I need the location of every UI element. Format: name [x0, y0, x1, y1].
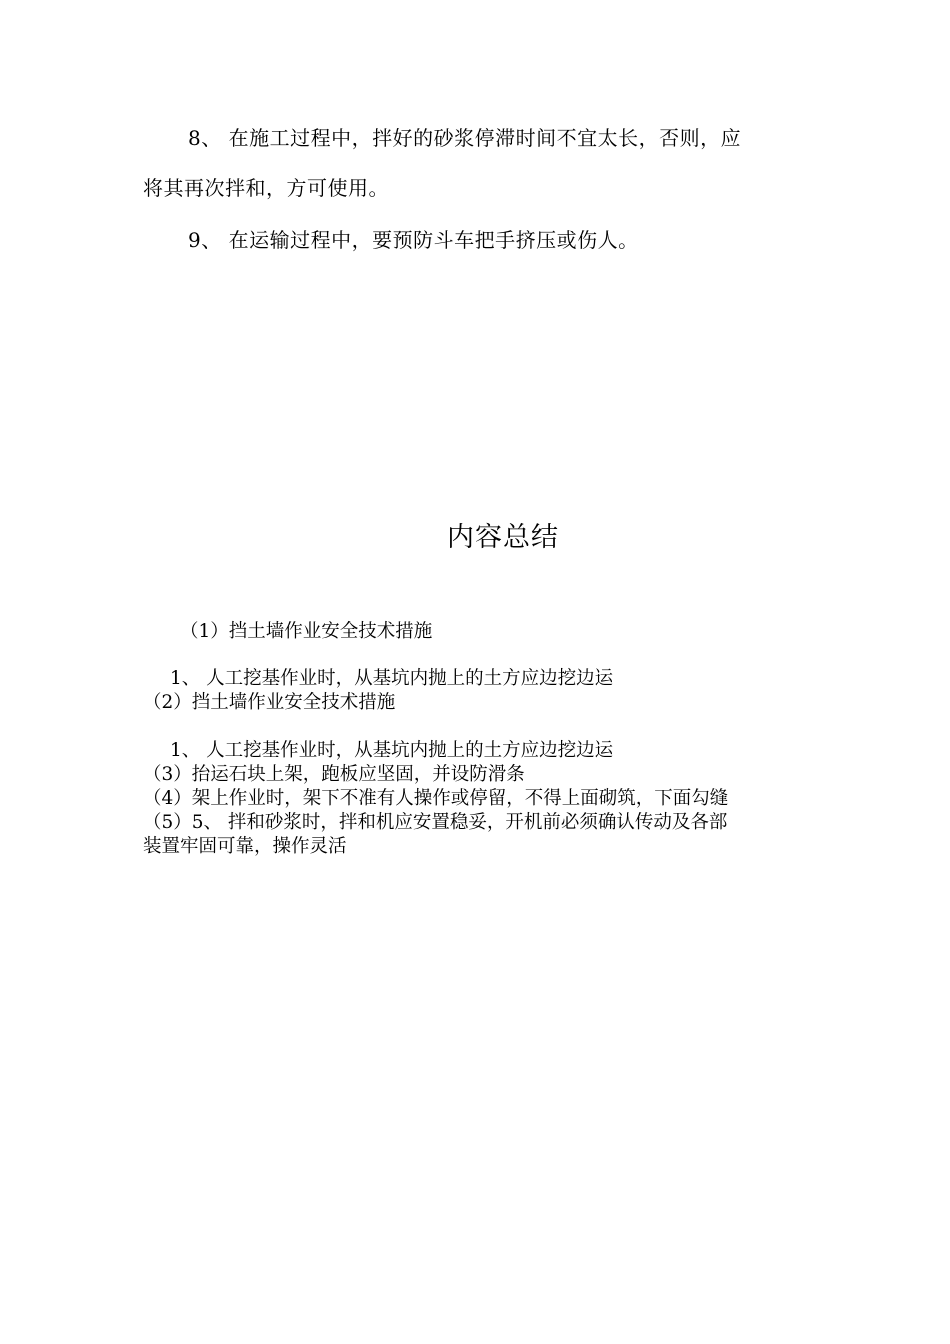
item-8-line-2: 将其再次拌和，方可使用。: [143, 176, 389, 200]
item-8-line-1: 8、 在施工过程中，拌好的砂浆停滞时间不宜太长，否则，应: [188, 126, 742, 150]
summary-line: （4）架上作业时，架下不准有人操作或停留，不得上面砌筑，下面勾缝: [143, 788, 729, 809]
item-9: 9、 在运输过程中，要预防斗车把手挤压或伤人。: [188, 228, 639, 252]
summary-title: 内容总结: [447, 522, 559, 553]
summary-line: 装置牢固可靠，操作灵活: [143, 836, 347, 857]
summary-line: （2）挡土墙作业安全技术措施: [143, 692, 396, 713]
summary-line: 1、 人工挖基作业时，从基坑内抛上的土方应边挖边运: [170, 668, 614, 689]
summary-line: （5）5、 拌和砂浆时，拌和机应安置稳妥，开机前必须确认传动及各部: [143, 812, 728, 833]
summary-line: （3）抬运石块上架，跑板应坚固，并设防滑条: [143, 764, 525, 785]
summary-line: （1）挡土墙作业安全技术措施: [180, 621, 433, 642]
summary-line: 1、 人工挖基作业时，从基坑内抛上的土方应边挖边运: [170, 740, 614, 761]
